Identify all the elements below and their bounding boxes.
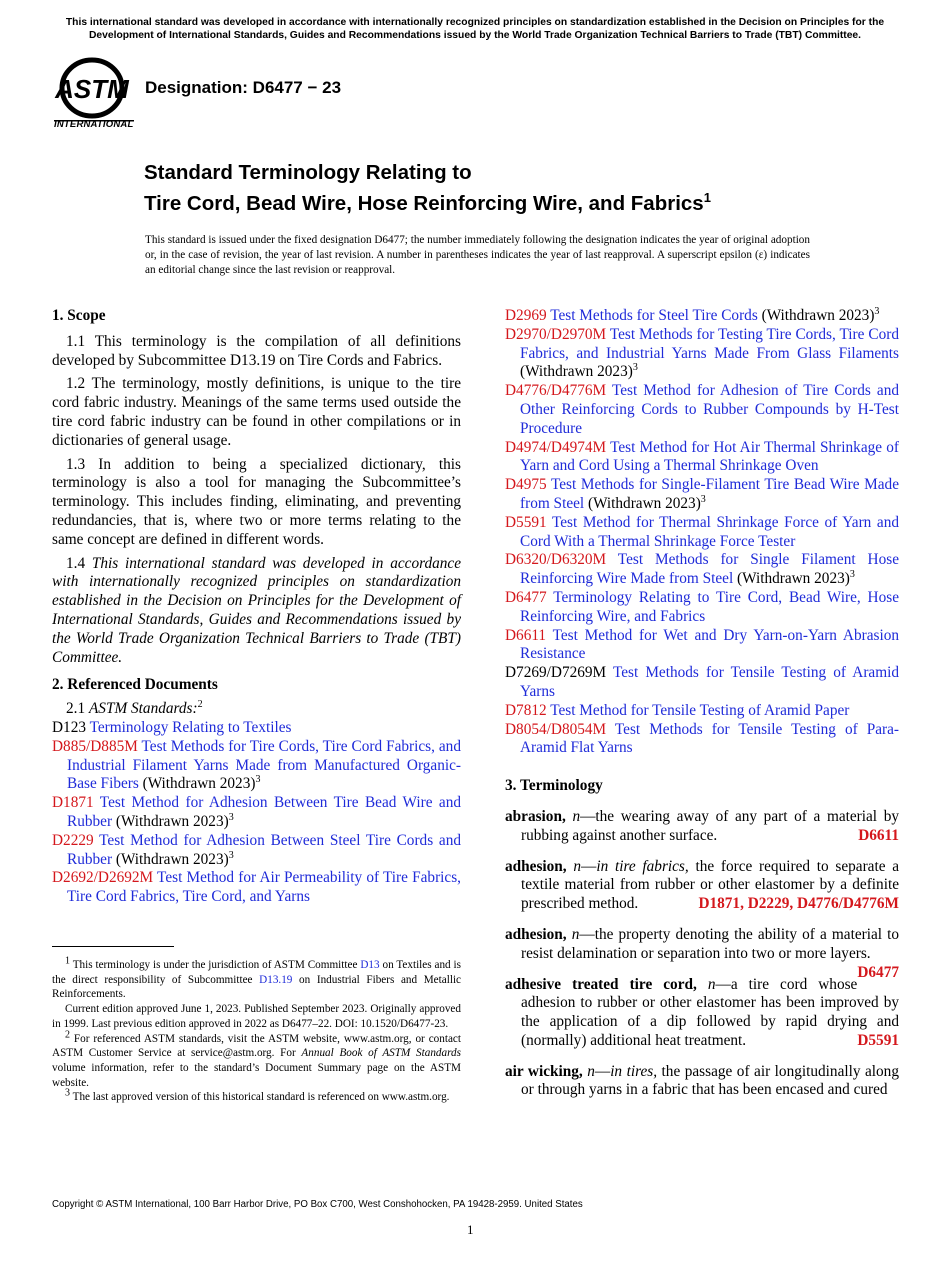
- footnote-ref[interactable]: 3: [700, 493, 706, 505]
- reference-title-link[interactable]: Test Method for Adhesion Between Steel Tire Cords and Rubber: [67, 831, 461, 868]
- term-definition: the force required to separate a textile material from rubber or other elastomer by a definite prescribed method.: [521, 857, 900, 913]
- section-heading-terminology: 3. Terminology: [505, 777, 603, 795]
- reference-item: [505, 702, 899, 721]
- reference-code[interactable]: D4776/D4776M: [505, 382, 607, 400]
- term-name: adhesion,: [505, 925, 567, 943]
- term-definition: the wearing away of any part of a material by rubbing against another surface.: [521, 807, 899, 844]
- footnote-ref[interactable]: 3: [228, 811, 234, 823]
- reference-title-link[interactable]: Test Method for Wet and Dry Yarn-on-Yarn Abrasion Resistance: [520, 626, 899, 663]
- term-entry: adhesion, n—in tire fabrics, the force required to separate a textile material from rubber or other elastomer by a definite prescribed method. D1871, D2229, D4776/D4776M: [505, 857, 900, 913]
- part-of-speech: n: [573, 857, 582, 875]
- right-column: [505, 307, 899, 1112]
- astm-logo: [52, 56, 136, 132]
- reference-title-link[interactable]: Terminology Relating to Textiles: [89, 718, 292, 736]
- reference-title-link[interactable]: Test Methods for Tensile Testing of Para-Aramid Flat Yarns: [520, 720, 899, 757]
- scope-1-4: 1.4 This international standard was developed in accordance with internationally recognized principles on standardization established in the Decision on Principles for the Development of International Standards, Guides and Recommendations issued by the World Trade Organization Technical Barriers to Trade (TBT) Committee.: [52, 554, 461, 666]
- reference-title-link[interactable]: Test Method for Thermal Shrinkage Force of Yarn and Cord With a Thermal Shrinkage Force Tester: [520, 513, 899, 550]
- reference-item: [52, 794, 461, 832]
- reference-item: [505, 307, 899, 326]
- withdrawn-note: (Withdrawn 2023): [761, 307, 875, 324]
- reference-title-link[interactable]: Test Method for Tensile Testing of Aramid Paper: [550, 701, 850, 719]
- reference-item: [52, 869, 461, 907]
- term-entry: abrasion, n—the wearing away of any part of a material by rubbing against another surface. D6611: [505, 807, 899, 844]
- page-number: 1: [467, 1222, 474, 1237]
- reference-item: [505, 664, 899, 702]
- reference-code[interactable]: D8054/D8054M: [505, 720, 607, 738]
- wto-notice: This international standard was developed in accordance with internationally recognized principles on standardization established in the Decision on Principles for the Development of International Standards, Guides and Recommendations issued by the World Trade Organization Technical Barriers to Trade (TBT) Committee.: [65, 17, 885, 41]
- reference-title-link[interactable]: Test Method for Adhesion Between Tire Bead Wire and Rubber: [67, 794, 461, 830]
- reference-code[interactable]: D2229: [52, 831, 94, 849]
- reference-title-link[interactable]: Test Methods for Single Filament Hose Reinforcing Wire Made from Steel: [520, 551, 899, 588]
- title-footnote-ref[interactable]: 1: [703, 190, 711, 205]
- term-definition: the property denoting the ability of a material to resist delamination or separation into two or more layers.: [521, 925, 900, 962]
- withdrawn-note: (Withdrawn 2023): [737, 570, 850, 588]
- issue-note: This standard is issued under the fixed designation D6477; the number immediately following the designation indicates the year of original adoption or, in the case of revision, the year of last revision. A number in parentheses indicates the year of last reapproval. A superscript epsilon (ε) indicates an editorial change since the last revision or reapproval.: [145, 234, 810, 276]
- term-entry: air wicking, n—in tires, the passage of air longitudinally along or through yarns in a fabric that has been encased and cured: [505, 1062, 899, 1099]
- scope-1-3: 1.3 In addition to being a specialized dictionary, this terminology is also a tool for managing the Subcommittee’s terminology. This includes finding, eliminating, and preventing redundancies, that is, where two or more terms relating to the same concept are defined in different words.: [52, 455, 461, 548]
- term-qualifier: in tire fabrics,: [596, 857, 689, 875]
- term-name: abrasion,: [505, 807, 566, 825]
- reference-title-link[interactable]: Test Methods for Steel Tire Cords: [550, 307, 758, 324]
- withdrawn-note: (Withdrawn 2023): [115, 850, 229, 868]
- term-source-link[interactable]: D1871, D2229, D4776/D4776M: [698, 895, 899, 913]
- document-title: [144, 160, 711, 216]
- footnote-ref[interactable]: 3: [255, 774, 261, 786]
- term-definition: a tire cord whose adhesion to rubber or other elastomer has been improved by the application of a dip followed by rapid drying and (normally) additional heat treatment.: [521, 975, 899, 1049]
- subcommittee-link[interactable]: D13.19: [259, 973, 293, 986]
- reference-code[interactable]: D2969: [505, 307, 547, 324]
- term-definition: the passage of air longitudinally along or through yarns in a fabric that has been encased and cured: [521, 1062, 899, 1099]
- reference-item: [505, 514, 899, 552]
- section-heading-scope: 1. Scope: [52, 307, 106, 324]
- reference-code[interactable]: D6477: [505, 588, 547, 606]
- reference-title-link[interactable]: Terminology Relating to Tire Cord, Bead Wire, Hose Reinforcing Wire, and Fabrics: [520, 588, 899, 625]
- footnote-2: 2 For referenced ASTM standards, visit the ASTM website, www.astm.org, or contact ASTM Customer Service at service@astm.org. For Annual Book of ASTM Standards volume information, refer to the standard’s Document Summary page on the ASTM website.: [52, 1028, 461, 1089]
- reference-title-link[interactable]: Test Methods for Testing Tire Cords, Tire Cord Fabrics, and Industrial Yarns Made From Glass Filaments: [520, 325, 899, 362]
- term-name: adhesion,: [505, 857, 567, 875]
- title-line-1: Standard Terminology Relating to: [144, 161, 472, 184]
- reference-item: [505, 476, 899, 514]
- reference-code[interactable]: D6320/D6320M: [505, 551, 607, 569]
- reference-item: [505, 627, 899, 665]
- withdrawn-note: (Withdrawn 2023): [115, 812, 229, 830]
- reference-code[interactable]: D6611: [505, 626, 547, 644]
- part-of-speech: n: [707, 975, 716, 993]
- reference-title-link[interactable]: Test Methods for Tire Cords, Tire Cord Fabrics, and Industrial Filament Yarns Made from Manufactured Organic-Base Fibers: [67, 737, 461, 793]
- part-of-speech: n: [571, 925, 580, 943]
- reference-item: [52, 738, 461, 794]
- reference-item: [52, 832, 461, 870]
- part-of-speech: n: [572, 807, 581, 825]
- reference-code[interactable]: D7812: [505, 701, 547, 719]
- reference-code[interactable]: D885/D885M: [52, 737, 138, 755]
- footnote-ref[interactable]: 3: [632, 362, 638, 374]
- reference-list-left: [52, 719, 461, 907]
- footnote-ref[interactable]: 3: [849, 569, 855, 581]
- footnote-ref[interactable]: 3: [228, 849, 234, 861]
- reference-code[interactable]: D2970/D2970M: [505, 325, 607, 343]
- term-list: [505, 808, 899, 1100]
- reference-item: [505, 326, 899, 382]
- reference-title-link[interactable]: Test Method for Hot Air Thermal Shrinkage of Yarn and Cord Using a Thermal Shrinkage Oven: [520, 438, 899, 475]
- reference-title-link[interactable]: Test Method for Air Permeability of Tire Fabrics, Tire Cord Fabrics, Tire Cord, and Yarns: [67, 869, 461, 906]
- reference-title-link[interactable]: Test Methods for Tensile Testing of Aramid Yarns: [520, 664, 899, 700]
- left-column: [52, 307, 461, 907]
- reference-code[interactable]: D5591: [505, 513, 547, 531]
- scope-1-2: 1.2 The terminology, mostly definitions, is unique to the tire cord fabric industry. Meanings of the same terms used outside the tire cord fabric industry can be found in other compilations or in dictionaries of general usage.: [52, 375, 461, 449]
- astm-standards-subheading: 2.1 ASTM Standards:$^2$: [66, 699, 203, 718]
- designation: Designation: D6477 − 23: [145, 78, 342, 97]
- svg-text:ASTM: ASTM: [55, 74, 129, 104]
- reference-code[interactable]: D4975: [505, 476, 547, 494]
- withdrawn-note: (Withdrawn 2023): [142, 775, 256, 793]
- term-entry: adhesion, n—the property denoting the ability of a material to resist delamination or separation into two or more layers. D6477: [505, 925, 900, 981]
- part-of-speech: n: [587, 1062, 595, 1080]
- reference-item: [52, 719, 461, 738]
- term-source-link[interactable]: D5591: [857, 1031, 899, 1049]
- logo-wordmark: INTERNATIONAL: [54, 119, 134, 130]
- copyright: Copyright © ASTM International, 100 Barr Harbor Drive, PO Box C700, West Conshohocken, PA 19428-2959. United States: [52, 1199, 583, 1210]
- reference-list-right: [505, 307, 899, 758]
- section-heading-referenced-documents: 2. Referenced Documents: [52, 676, 218, 694]
- reference-item: [505, 439, 899, 477]
- footnote-divider: [52, 946, 174, 947]
- reference-code[interactable]: D4974/D4974M: [505, 438, 607, 456]
- reference-code: D7269/D7269M: [505, 664, 607, 682]
- reference-title-link[interactable]: Test Method for Adhesion of Tire Cords and Other Reinforcing Cords to Rubber Compounds by H-Test Procedure: [520, 382, 899, 437]
- reference-title-link[interactable]: Test Methods for Single-Filament Tire Bead Wire Made from Steel: [520, 476, 899, 512]
- term-entry: adhesive treated tire cord, n—a tire cord whose adhesion to rubber or other elastomer has been improved by the application of a dip followed by rapid drying and (normally) additional heat treatment. D5591: [505, 975, 899, 1049]
- reference-code: D123: [52, 718, 86, 736]
- reference-item: [505, 589, 899, 627]
- footnote-1-approval: Current edition approved June 1, 2023. Published September 2023. Originally approved in 1999. Last previous edition approved in 2022 as D6477–22. DOI: 10.1520/D6477-23.: [52, 1003, 461, 1030]
- reference-item: [505, 721, 899, 759]
- reference-code[interactable]: D2692/D2692M: [52, 869, 154, 887]
- withdrawn-note: (Withdrawn 2023): [587, 494, 701, 512]
- reference-code[interactable]: D1871: [52, 794, 94, 812]
- term-qualifier: in tires,: [610, 1062, 658, 1080]
- reference-item: [505, 382, 899, 438]
- footnotes: [52, 955, 462, 1105]
- withdrawn-note: (Withdrawn 2023): [520, 363, 633, 381]
- scope-1-1: 1.1 This terminology is the compilation of all definitions developed by Subcommittee D13.19 on Tire Cords and Fabrics.: [52, 332, 461, 369]
- term-name: air wicking,: [505, 1062, 583, 1080]
- reference-item: [505, 551, 899, 589]
- term-name: adhesive treated tire cord,: [505, 975, 697, 993]
- term-source-link[interactable]: D6611: [858, 826, 899, 844]
- footnote-1: 1 This terminology is under the jurisdiction of ASTM Committee D13 on Textiles and is the direct responsibility of Subcommittee D13.19 on Industrial Fibers and Metallic Reinforcements.: [52, 955, 462, 1001]
- title-line-2: Tire Cord, Bead Wire, Hose Reinforcing Wire, and Fabrics$^1$: [144, 190, 711, 215]
- footnote-3: 3 The last approved version of this historical standard is referenced on www.astm.org.: [65, 1087, 450, 1104]
- committee-link[interactable]: D13: [360, 959, 380, 971]
- footnote-ref[interactable]: 3: [874, 305, 880, 317]
- term-source-link[interactable]: D6477: [857, 963, 899, 981]
